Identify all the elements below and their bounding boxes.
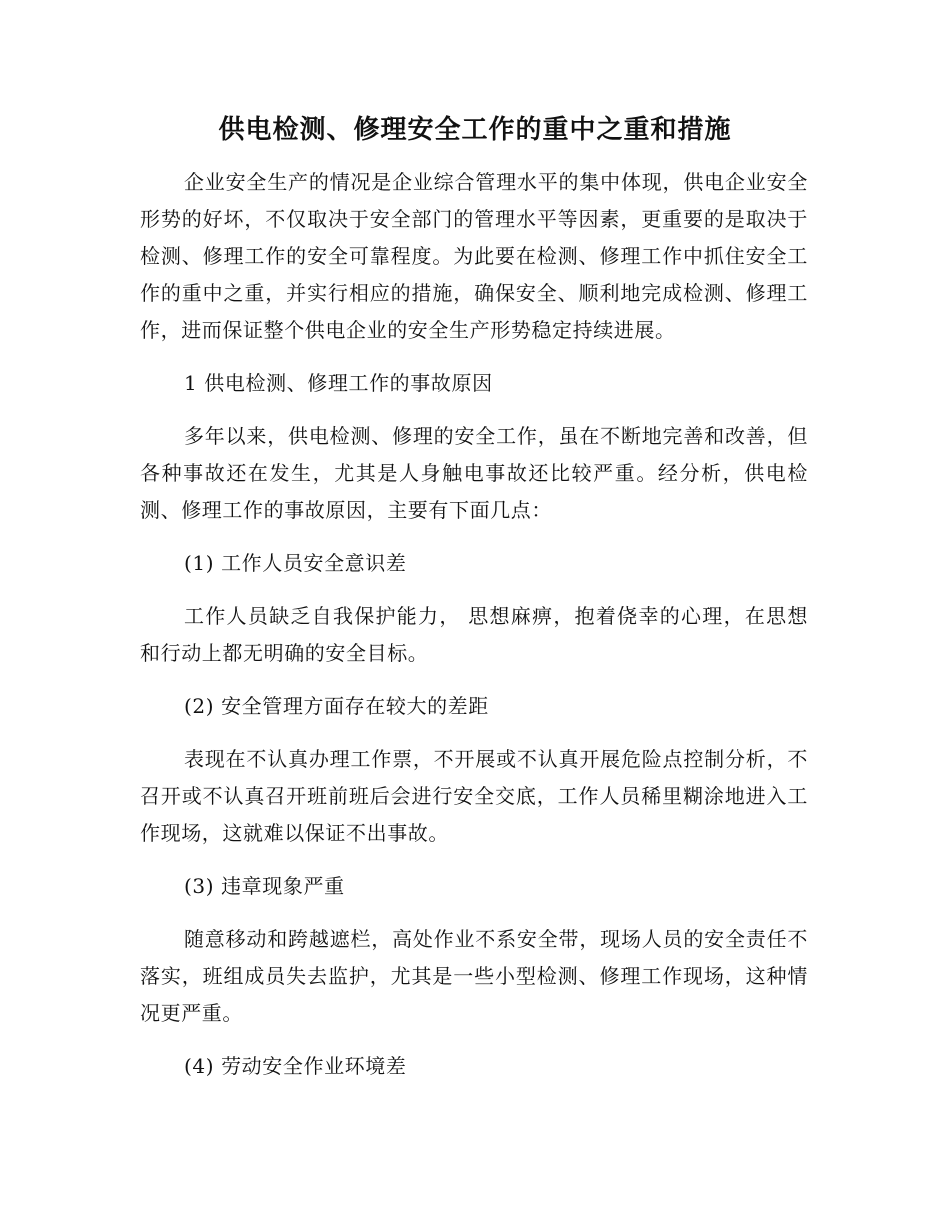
intro-paragraph: 企业安全生产的情况是企业综合管理水平的集中体现，供电企业安全形势的好坏，不仅取决于安全部门的管理水平等因素，更重要的是取决于检测、修理工作的安全可靠程度。为此要在检测、修理工作中抓住安全工作的重中之重，并实行相应的措施，确保安全、顺利地完成检测、修理工作，进而保证整个供电企业的安全生产形势稳定持续进展。 bbox=[140, 170, 808, 342]
section-1-heading: 1 供电检测、修理工作的事故原因 bbox=[184, 371, 493, 395]
item-4-heading: (4) 劳动安全作业环境差 bbox=[184, 1054, 407, 1078]
item-3-paragraph: 随意移动和跨越遮栏，高处作业不系安全带，现场人员的安全责任不落实，班组成员失去监护，尤其是一些小型检测、修理工作现场，这种情况更严重。 bbox=[140, 927, 808, 1025]
document-title: 供电检测、修理安全工作的重中之重和措施 bbox=[218, 115, 732, 145]
item-2-paragraph: 表现在不认真办理工作票，不开展或不认真开展危险点控制分析，不召开或不认真召开班前班后会进行安全交底，工作人员稀里糊涂地进入工作现场，这就难以保证不出事故。 bbox=[140, 747, 808, 845]
item-2-heading: (2) 安全管理方面存在较大的差距 bbox=[184, 694, 489, 718]
item-3-heading: (3) 违章现象严重 bbox=[184, 874, 345, 898]
document-body bbox=[140, 164, 808, 1085]
item-1-paragraph: 工作人员缺乏自我保护能力， 思想麻痹，抱着侥幸的心理，在思想和行动上都无明确的安全目标。 bbox=[140, 604, 808, 665]
item-1-heading: (1) 工作人员安全意识差 bbox=[184, 551, 407, 575]
section-1-paragraph: 多年以来，供电检测、修理的安全工作，虽在不断地完善和改善，但各种事故还在发生，尤其是人身触电事故还比较严重。经分析，供电检测、修理工作的事故原因，主要有下面几点： bbox=[140, 424, 808, 522]
